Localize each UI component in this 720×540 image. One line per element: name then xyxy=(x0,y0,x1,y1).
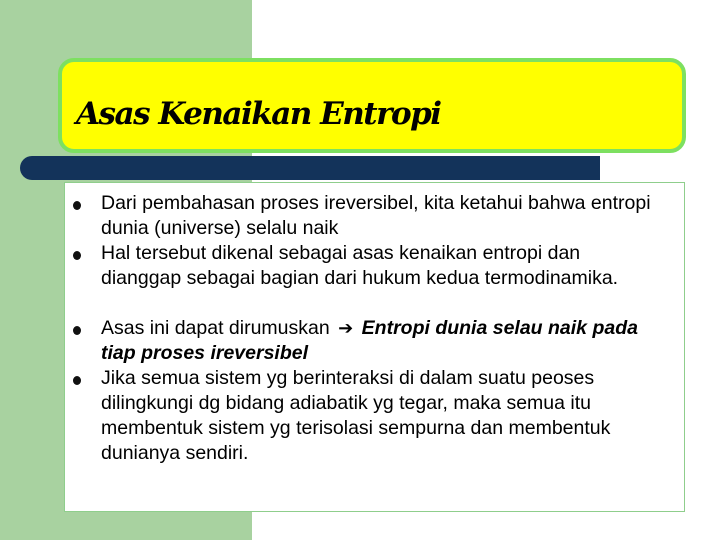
bullet-text: Dari pembahasan proses ireversibel, kita ketahui bahwa entropi dunia (universe) selalu naik xyxy=(101,192,651,239)
bullet-dot-icon xyxy=(73,201,81,210)
right-arrow-icon: ➔ xyxy=(338,318,354,338)
bullet-dot-icon xyxy=(73,251,81,260)
bullet-text: Jika semua sistem yg berinteraksi di dalam suatu peoses dilingkungi dg bidang adiabatik yg tegar, maka semua itu membentuk sistem yg terisolasi sempurna dan membentuk dunianya sendiri. xyxy=(101,367,611,464)
bullet-text: Hal tersebut dikenal sebagai asas kenaikan entropi dan dianggap sebagai bagian dari hukum kedua termodinamika. xyxy=(101,242,619,289)
slide-title: Asas Kenaikan Entropi xyxy=(76,96,441,132)
bullet-dot-icon xyxy=(73,376,81,385)
content-panel xyxy=(64,182,685,512)
bullet-text xyxy=(101,316,661,366)
title-box xyxy=(58,58,686,153)
bullet-text-emphasis: Entropi dunia selau naik pada tiap proses ireversibel xyxy=(101,317,638,364)
bullet-text-plain: Asas ini dapat dirumuskan xyxy=(101,317,330,339)
bullet-dot-icon xyxy=(73,326,81,335)
divider-bar xyxy=(20,156,600,180)
